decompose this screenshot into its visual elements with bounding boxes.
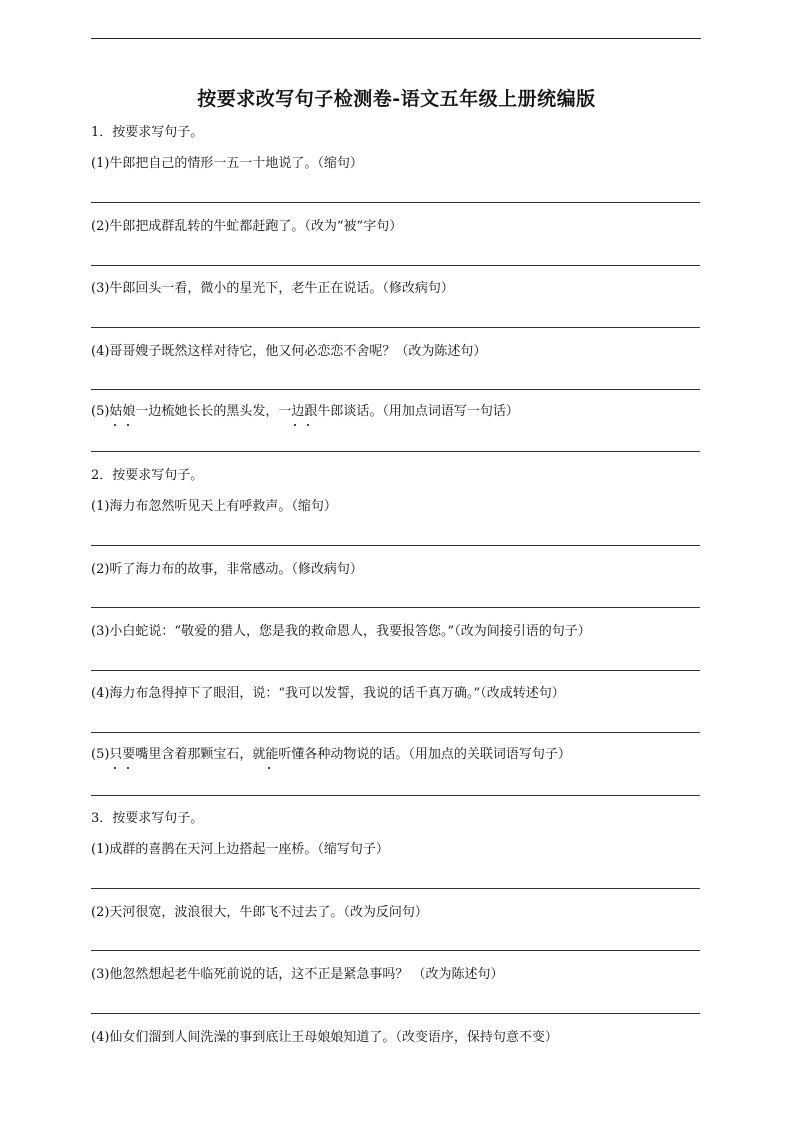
question-1-4: (4)哥哥嫂子既然这样对待它，他又何必恋恋不舍呢？（改为陈述句） [91, 344, 487, 359]
section-3-heading: 3．按要求写句子。 [91, 811, 204, 826]
answer-line-2-1[interactable] [91, 545, 700, 546]
answer-line-2-3[interactable] [91, 670, 700, 671]
question-3-3: (3)他忽然想起老牛临死前说的话，这不正是紧急事吗？ （改为陈述句） [91, 967, 504, 982]
question-2-1: (1)海力布忽然听见天上有呼救声。（缩句） [91, 499, 337, 514]
emphasis-dot [294, 424, 296, 426]
question-3-2: (2)天河很宽，波浪很大，牛郎飞不过去了。（改为反问句） [91, 905, 428, 920]
answer-line-1-1[interactable] [91, 202, 700, 203]
answer-line-3-1[interactable] [91, 888, 700, 889]
section-2-heading: 2．按要求写句子。 [91, 468, 204, 483]
emphasis-dot [127, 424, 129, 426]
answer-line-1-5[interactable] [91, 451, 700, 452]
answer-line-2-5[interactable] [91, 795, 700, 796]
question-3-1: (1)成群的喜鹊在天河上边搭起一座桥。（缩写句子） [91, 842, 389, 857]
question-3-4: (4)仙女们溜到人间洗澡的事到底让王母娘娘知道了。（改变语序，保持句意不变） [91, 1030, 558, 1045]
answer-line-1-4[interactable] [91, 389, 700, 390]
answer-line-3-3[interactable] [91, 1013, 700, 1014]
answer-line-3-2[interactable] [91, 950, 700, 951]
question-1-3: (3)牛郎回头一看，微小的星光下，老牛正在说话。（修改病句） [91, 281, 454, 296]
question-2-5: (5)只要嘴里含着那颗宝石，就能听懂各种动物说的话。（用加点的关联词语写句子） [91, 747, 571, 762]
emphasis-dot [307, 424, 309, 426]
question-1-2: (2)牛郎把成群乱转的牛虻都赶跑了。（改为“被”字句） [91, 219, 403, 234]
question-2-2: (2)听了海力布的故事，非常感动。（修改病句） [91, 562, 363, 577]
question-2-3: (3)小白蛇说：“敬爱的猎人，您是我的救命恩人，我要报答您。”（改为间接引语的句子） [91, 624, 591, 639]
question-2-4: (4)海力布急得掉下了眼泪，说：“我可以发誓，我说的话千真万确。”（改成转述句） [91, 686, 565, 701]
question-1-5: (5)姑娘一边梳她长长的黑头发，一边跟牛郎谈话。（用加点词语写一句话） [91, 404, 519, 419]
emphasis-dot [268, 767, 270, 769]
section-1-heading: 1．按要求写句子。 [91, 125, 204, 140]
answer-line-1-2[interactable] [91, 265, 700, 266]
question-1-1: (1)牛郎把自己的情形一五一十地说了。（缩句） [91, 156, 363, 171]
emphasis-dot [114, 424, 116, 426]
document-title: 按要求改写句子检测卷-语文五年级上册统编版 [197, 88, 596, 110]
header-rule [91, 38, 701, 39]
answer-line-1-3[interactable] [91, 327, 700, 328]
answer-line-2-4[interactable] [91, 732, 700, 733]
emphasis-dot [127, 767, 129, 769]
answer-line-2-2[interactable] [91, 607, 700, 608]
emphasis-dot [114, 767, 116, 769]
